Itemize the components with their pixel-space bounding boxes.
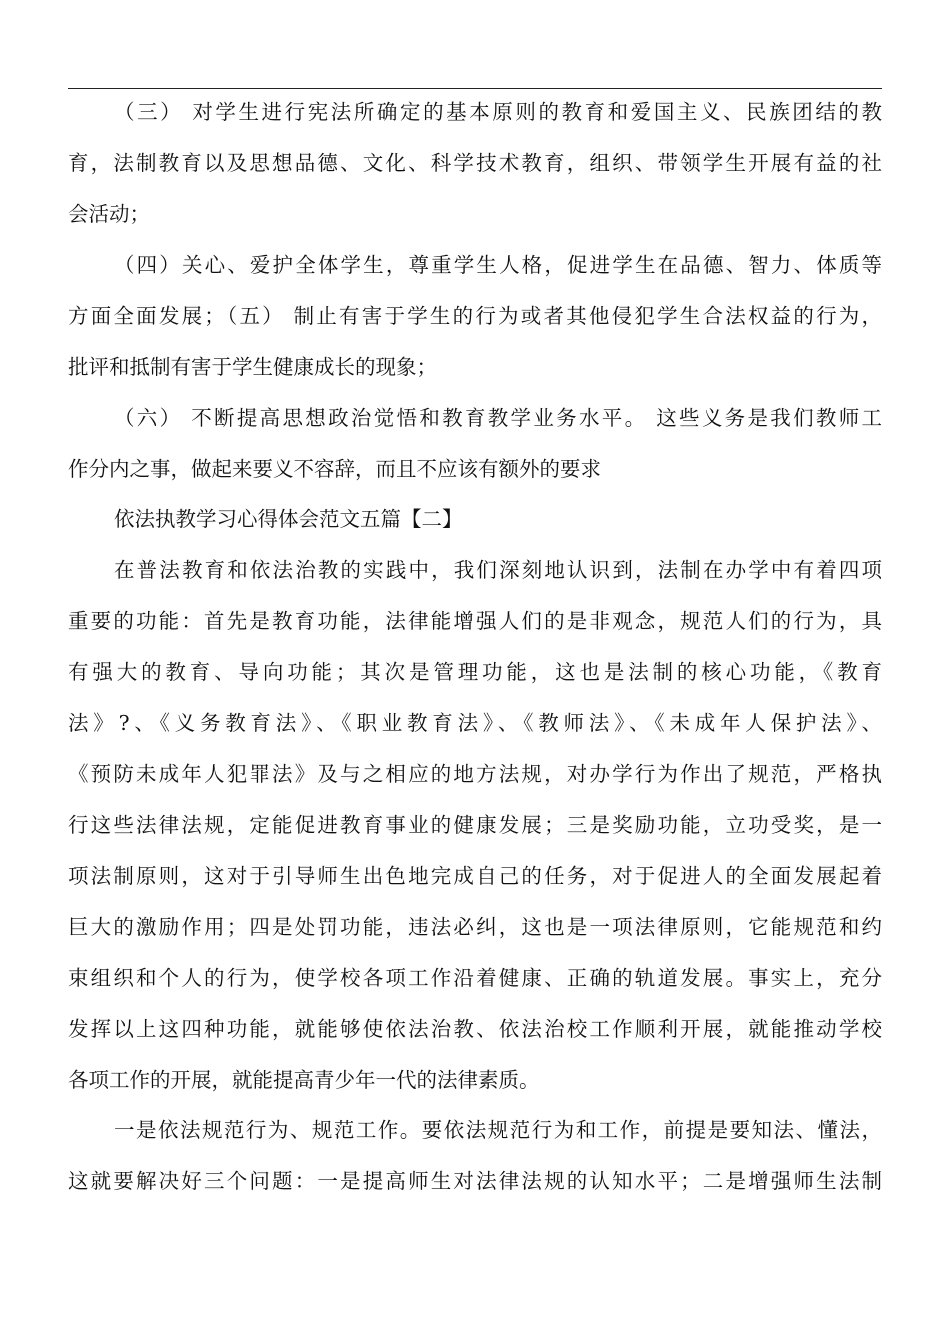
section-heading xyxy=(68,494,882,545)
text-line: 方面全面发展；（五） 制止有害于学生的行为或者其他侵犯学生合法权益的行为， xyxy=(68,304,882,328)
text-line: （六） 不断提高思想政治觉悟和教育教学业务水平。 这些义务是我们教师工 xyxy=(114,406,882,430)
text-line: 束组织和个人的行为，使学校各项工作沿着健康、正确的轨道发展。事实上，充分 xyxy=(68,966,882,990)
text-line: 有强大的教育、导向功能；其次是管理功能，这也是法制的核心功能，《教育 xyxy=(68,660,882,684)
text-line: 法》?、《义务教育法》、《职业教育法》、《教师法》、《未成年人保护法》、 xyxy=(68,711,882,735)
paragraph-legal-functions xyxy=(68,545,882,1106)
text-line: （四）关心、爱护全体学生，尊重学生人格，促进学生在品德、智力、体质等 xyxy=(114,253,882,277)
text-line: 在普法教育和依法治教的实践中，我们深刻地认识到，法制在办学中有着四项 xyxy=(114,558,882,582)
text-line: 项法制原则，这对于引导师生出色地完成自己的任务，对于促进人的全面发展起着 xyxy=(68,864,882,888)
text-line: （三） 对学生进行宪法所确定的基本原则的教育和爱国主义、民族团结的教 xyxy=(114,100,882,124)
text-line: 育，法制教育以及思想品德、文化、科学技术教育，组织、带领学生开展有益的社 xyxy=(68,151,882,175)
text-line: 各项工作的开展，就能提高青少年一代的法律素质。 xyxy=(68,1068,540,1092)
text-line: 一是依法规范行为、规范工作。要依法规范行为和工作，前提是要知法、懂法， xyxy=(114,1118,882,1142)
text-line: 《预防未成年人犯罪法》及与之相应的地方法规，对办学行为作出了规范，严格执 xyxy=(68,762,882,786)
text-line: 作分内之事，做起来要义不容辞，而且不应该有额外的要求 xyxy=(68,457,601,481)
paragraph-regulate-conduct xyxy=(68,1105,882,1207)
text-line: 行这些法律法规，定能促进教育事业的健康发展；三是奖励功能，立功受奖，是一 xyxy=(68,813,882,837)
text-line: 批评和抵制有害于学生健康成长的现象； xyxy=(68,355,437,379)
paragraph-duty-6 xyxy=(68,393,882,495)
text-line: 发挥以上这四种功能，就能够使依法治教、依法治校工作顺利开展，就能推动学校 xyxy=(68,1017,882,1041)
text-line: 巨大的激励作用；四是处罚功能，违法必纠，这也是一项法律原则，它能规范和约 xyxy=(68,915,882,939)
paragraph-duty-3 xyxy=(68,87,882,240)
section-title: 依法执教学习心得体会范文五篇【二】 xyxy=(114,507,463,531)
text-line: 重要的功能：首先是教育功能，法律能增强人们的是非观念，规范人们的行为，具 xyxy=(68,609,882,633)
text-line: 会活动； xyxy=(68,202,150,226)
paragraph-duty-4-5 xyxy=(68,240,882,393)
text-line: 这就要解决好三个问题：一是提高师生对法律法规的认知水平；二是增强师生法制 xyxy=(68,1169,882,1193)
